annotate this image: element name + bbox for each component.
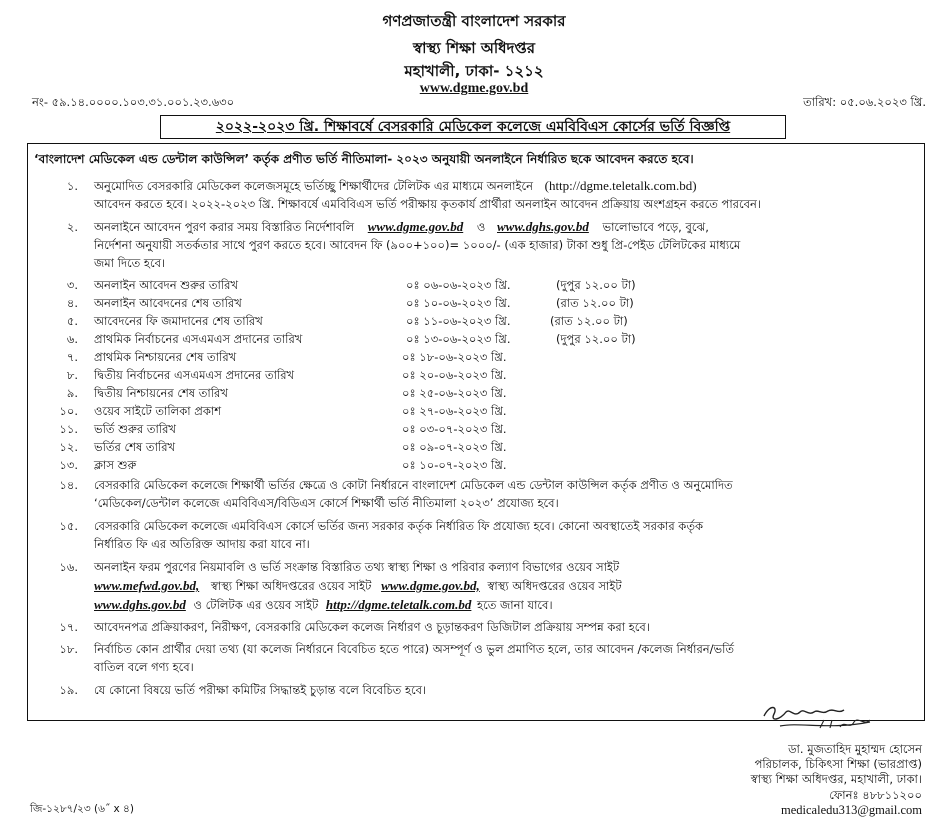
header-government: গণপ্রজাতন্ত্রী বাংলাদেশ সরকার xyxy=(382,12,566,30)
item-14-line-2: ‘মেডিকেল/ডেন্টাল কলেজে এমবিবিএস/বিডিএস কোর্সে শিক্ষার্থী ভর্তি নীতিমালা ২০২৩’ প্রযোজ্য হবে। xyxy=(94,496,559,510)
item-number: ১৪. xyxy=(59,478,78,492)
item-1-line-2: আবেদন করতে হবে। ২০২২-২০২৩ খ্রি. শিক্ষাবর্ষে এমবিবিএস ভর্তি পরীক্ষায় কৃতকার্য প্রার্থীরা অনলাইন আবেদন প্রক্রিয়ায় অংশগ্রহন করতে পারবেন। xyxy=(94,197,762,211)
signatory-name: ডা. মুজতাহিদ মুহাম্মদ হোসেন xyxy=(788,742,922,756)
item-18-line-2: বাতিল বলে গণ্য হবে। xyxy=(94,660,194,674)
item-2-line-3: জমা দিতে হবে। xyxy=(94,256,166,270)
memo-date: তারিখ: ০৫.০৬.২০২৩ খ্রি. xyxy=(803,95,926,109)
item-number: ১৫. xyxy=(59,519,78,533)
header-website[interactable]: www.dgme.gov.bd xyxy=(419,81,529,96)
dgme-link[interactable]: www.dgme.gov.bd xyxy=(367,219,464,234)
item-16-line-1: অনলাইন ফরম পুরণের নিয়মাবলি ও ভর্তি সংক্রান্ত বিস্তারিত তথ্য স্বাস্থ্য শিক্ষা ও পরিবার কল্যাণ বিভাগের ওয়েব সাইট xyxy=(94,560,620,574)
item-15-line-2: নির্ধারিত ফি এর অতিরিক্ত আদায় করা যাবে না। xyxy=(94,537,310,551)
item-number: ১৬. xyxy=(59,560,78,574)
item-2-line-1: অনলাইনে আবেদন পুরণ করার সময় বিস্তারিত নির্দেশাবলি www.dgme.gov.bd ও www.dghs.gov.bd ভালোভাবে পড়ে, বুঝে, xyxy=(94,219,709,234)
signatory-phone: ফোনঃ ৪৮৮১১২০০ xyxy=(829,788,922,802)
print-code: জি-১২৮৭/২৩ (৬˝ x ৪) xyxy=(30,803,134,815)
item-2-line-2: নির্দেশনা অনুযায়ী সতর্কতার সাথে পুরণ করতে হবে। আবেদন ফি (৯০০+১০০)= ১০০০/- (এক হাজার) টাকা শুধু প্রি-পেইড টেলিটকের মাধ্যমে xyxy=(94,238,741,252)
intro-text: ‘বাংলাদেশ মেডিকেল এন্ড ডেন্টাল কাউন্সিল’ কর্তৃক প্রণীত ভর্তি নীতিমালা- ২০২৩ অনুযায়ী অনলাইনে নির্ধারিত ছকে আবেদন করতে হবে। xyxy=(34,152,694,166)
handwritten-signature xyxy=(760,700,890,734)
signatory-designation: পরিচালক, চিকিৎসা শিক্ষা (ভারপ্রাপ্ত) xyxy=(754,757,922,771)
header-department: স্বাস্থ্য শিক্ষা অধিদপ্তর xyxy=(412,39,536,57)
item-number: ১৭. xyxy=(59,620,78,634)
notice-body: ‘বাংলাদেশ মেডিকেল এন্ড ডেন্টাল কাউন্সিল’ কর্তৃক প্রণীত ভর্তি নীতিমালা- ২০২৩ অনুযায়ী অনলাইনে নির্ধারিত ছকে আবেদন করতে হবে। ১. অনুমোদিত বেসরকারি মেডিকেল কলেজসমূহে ভর্তিচ্ছু শিক্ষার্থীদের টেলিটক এর মাধ্যমে অনলাইনে (http://dgme.teletalk.com.bd) আবেদন করতে হবে। ২০২২-২০২৩ খ্রি. শিক্ষাবর্ষে এমবিবিএস ভর্তি পরীক্ষায় কৃতকার্য প্রার্থীরা অনলাইন আবেদন প্রক্রিয়ায় অংশগ্রহন করতে পারবেন। ২. অনলাইনে আবেদন পুরণ করার সময় বিস্তারিত নির্দেশাবলি www.dgme.gov.bd ও www.dghs.gov.bd ভালোভাবে পড়ে, বুঝে, নির্দেশনা অনুযায়ী সতর্কতার সাথে পুরণ করতে হবে। আবেদন ফি (৯০০+১০০)= ১০০০/- (এক হাজার) টাকা শুধু প্রি-পেইড টেলিটকের মাধ্যমে জমা দিতে হবে। ৩. অনলাইন আবেদন শুরুর তারিখ ০ঃ ০৬-০৬-২০২৩ খ্রি. (দুপুর ১২.০০ টা) ৪. অনলাইন আবেদনের শেষ তারিখ ০ঃ ১০-০৬-২০২৩ খ্রি. (রাত ১২.০০ টা) ৫. আবেদনের ফি জমাদানের শেষ তারিখ ০ঃ ১১-০৬-২০২৩ খ্রি. (রাত ১২.০০ টা) ৬. প্রাথমিক নির্বাচনের এসএমএস প্রদানের তারিখ ০ঃ ১৩-০৬-২০২৩ খ্রি. (দুপুর ১২.০০ টা) ৭. প্রাথমিক নিশ্চায়নের শেষ তারিখ ০ঃ ১৮-০৬-২০২৩ খ্রি. ৮. দ্বিতীয় নির্বাচনের এসএমএস প্রদানের তারিখ ০ঃ ২০-০৬-২০২৩ খ্রি. ৯. দ্বিতীয় নিশ্চায়নের শেষ তারিখ ০ঃ ২৫-০৬-২০২৩ খ্রি. ১০. ওয়েব সাইটে তালিকা প্রকাশ ০ঃ ২৭-০৬-২০২৩ খ্রি. ১১. ভর্তি শুরুর তারিখ ০ঃ ০৩-০৭-২০২৩ খ্রি. ১২. ভর্তির শেষ তারিখ ০ঃ ০৯-০৭-২০২৩ খ্রি. ১৩. ক্লাস শুরু ০ঃ ১০-০৭-২০২৩ খ্রি. ১৪. বেসরকারি মেডিকেল কলেজে শিক্ষার্থী ভর্তির ক্ষেত্রে ও কোটা নির্ধারনে বাংলাদেশ মেডিকেল এন্ড ডেন্টাল কাউন্সিল কর্তৃক প্রণীত ও অনুমোদিত ‘মেডিকেল/ডেন্টাল কলেজে এমবিবিএস/বিডিএস কোর্সে শিক্ষার্থী ভর্তি নীতিমালা ২০২৩’ প্রযোজ্য হবে। ১৫. বেসরকারি মেডিকেল কলেজে এমবিবিএস কোর্সে ভর্তির জন্য সরকার কর্তৃক নির্ধারিত ফি প্রযোজ্য হবে। কোনো অবস্থাতেই সরকার কর্তৃক নির্ধারিত ফি এর অতিরিক্ত আদায় করা যাবে না। ১৬. অনলাইন ফরম পুরণের নিয়মাবলি ও ভর্তি সংক্রান্ত বিস্তারিত তথ্য স্বাস্থ্য শিক্ষা ও পরিবার কল্যাণ বিভাগের ওয়েব সাইট www.mefwd.gov.bd, স্বাস্থ্য শিক্ষা অধিদপ্তরের ওয়েব সাইট www.dgme.gov.bd, স্বাস্থ্য অধিদপ্তরের ওয়েব সাইট www.dghs.gov.bd ও টেলিটক এর ওয়েব সাইট http://dgme.teletalk.com.bd হতে জানা যাবে। ১৭. আবেদনপত্র প্রক্রিয়াকরণ, নিরীক্ষণ, বেসরকারি মেডিকেল কলেজ নির্ধারণ ও চূড়ান্তকরণ ডিজিটাল প্রক্রিয়ায় সম্পন্ন করা হবে। ১৮. নির্বাচিত কোন প্রার্থীর দেয়া তথ্য (যা কলেজ নির্ধারনে বিবেচিত হতে পারে) অসম্পূর্ণ ও ভুল প্রমাণিত হলে, তার আবেদন /কলেজ নির্ধারন/ভর্তি বাতিল বলে গণ্য হবে। ১৯. যে কোনো বিষয়ে ভর্তি পরীক্ষা কমিটির সিদ্ধান্তই চুড়ান্ত বলে বিবেচিত হবে। xyxy=(27,143,925,721)
item-15-line-1: বেসরকারি মেডিকেল কলেজে এমবিবিএস কোর্সে ভর্তির জন্য সরকার কর্তৃক নির্ধারিত ফি প্রযোজ্য হবে। কোনো অবস্থাতেই সরকার কর্তৃক xyxy=(94,519,704,533)
signatory-email[interactable]: medicaledu313@gmail.com xyxy=(781,803,922,817)
item-16-line-3: www.dghs.gov.bd ও টেলিটক এর ওয়েব সাইট http://dgme.teletalk.com.bd হতে জানা যাবে। xyxy=(94,597,553,612)
item-17-line-1: আবেদনপত্র প্রক্রিয়াকরণ, নিরীক্ষণ, বেসরকারি মেডিকেল কলেজ নির্ধারণ ও চূড়ান্তকরণ ডিজিটাল প্রক্রিয়ায় সম্পন্ন করা হবে। xyxy=(94,620,650,634)
item-number: ১. xyxy=(66,179,78,193)
item-number: ২. xyxy=(66,220,78,234)
dghs-link[interactable]: www.dghs.gov.bd xyxy=(94,597,186,612)
item-19-line-1: যে কোনো বিষয়ে ভর্তি পরীক্ষা কমিটির সিদ্ধান্তই চুড়ান্ত বলে বিবেচিত হবে। xyxy=(94,683,427,697)
dgme-link[interactable]: www.dgme.gov.bd, xyxy=(381,578,480,593)
item-16-line-2: www.mefwd.gov.bd, স্বাস্থ্য শিক্ষা অধিদপ্তরের ওয়েব সাইট www.dgme.gov.bd, স্বাস্থ্য অধিদপ্তরের ওয়েব সাইট xyxy=(94,578,622,593)
dghs-link[interactable]: www.dghs.gov.bd xyxy=(497,219,589,234)
item-18-line-1: নির্বাচিত কোন প্রার্থীর দেয়া তথ্য (যা কলেজ নির্ধারনে বিবেচিত হতে পারে) অসম্পূর্ণ ও ভুল প্রমাণিত হলে, তার আবেদন /কলেজ নির্ধারন/ভর্তি xyxy=(94,642,735,656)
mefwd-link[interactable]: www.mefwd.gov.bd, xyxy=(94,578,200,593)
item-number: ১৮. xyxy=(59,642,78,656)
teletalk-link[interactable]: (http://dgme.teletalk.com.bd) xyxy=(544,178,697,193)
header-address: মহাখালী, ঢাকা- ১২১২ xyxy=(404,62,544,80)
signatory-office: স্বাস্থ্য শিক্ষা অধিদপ্তর, মহাখালী, ঢাকা। xyxy=(750,772,922,786)
teletalk-link[interactable]: http://dgme.teletalk.com.bd xyxy=(325,597,472,612)
notice-title: ২০২২-২০২৩ খ্রি. শিক্ষাবর্ষে বেসরকারি মেডিকেল কলেজে এমবিবিএস কোর্সের ভর্তি বিজ্ঞপ্তি xyxy=(160,115,786,139)
item-14-line-1: বেসরকারি মেডিকেল কলেজে শিক্ষার্থী ভর্তির ক্ষেত্রে ও কোটা নির্ধারনে বাংলাদেশ মেডিকেল এন্ড ডেন্টাল কাউন্সিল কর্তৃক প্রণীত ও অনুমোদিত xyxy=(94,478,733,492)
item-number: ১৯. xyxy=(59,683,78,697)
memo-number: নং- ৫৯.১৪.০০০০.১০৩.৩১.০০১.২৩.৬৩০ xyxy=(32,95,235,109)
item-1-line-1: অনুমোদিত বেসরকারি মেডিকেল কলেজসমূহে ভর্তিচ্ছু শিক্ষার্থীদের টেলিটক এর মাধ্যমে অনলাইনে (http://dgme.teletalk.com.bd) xyxy=(94,178,697,193)
